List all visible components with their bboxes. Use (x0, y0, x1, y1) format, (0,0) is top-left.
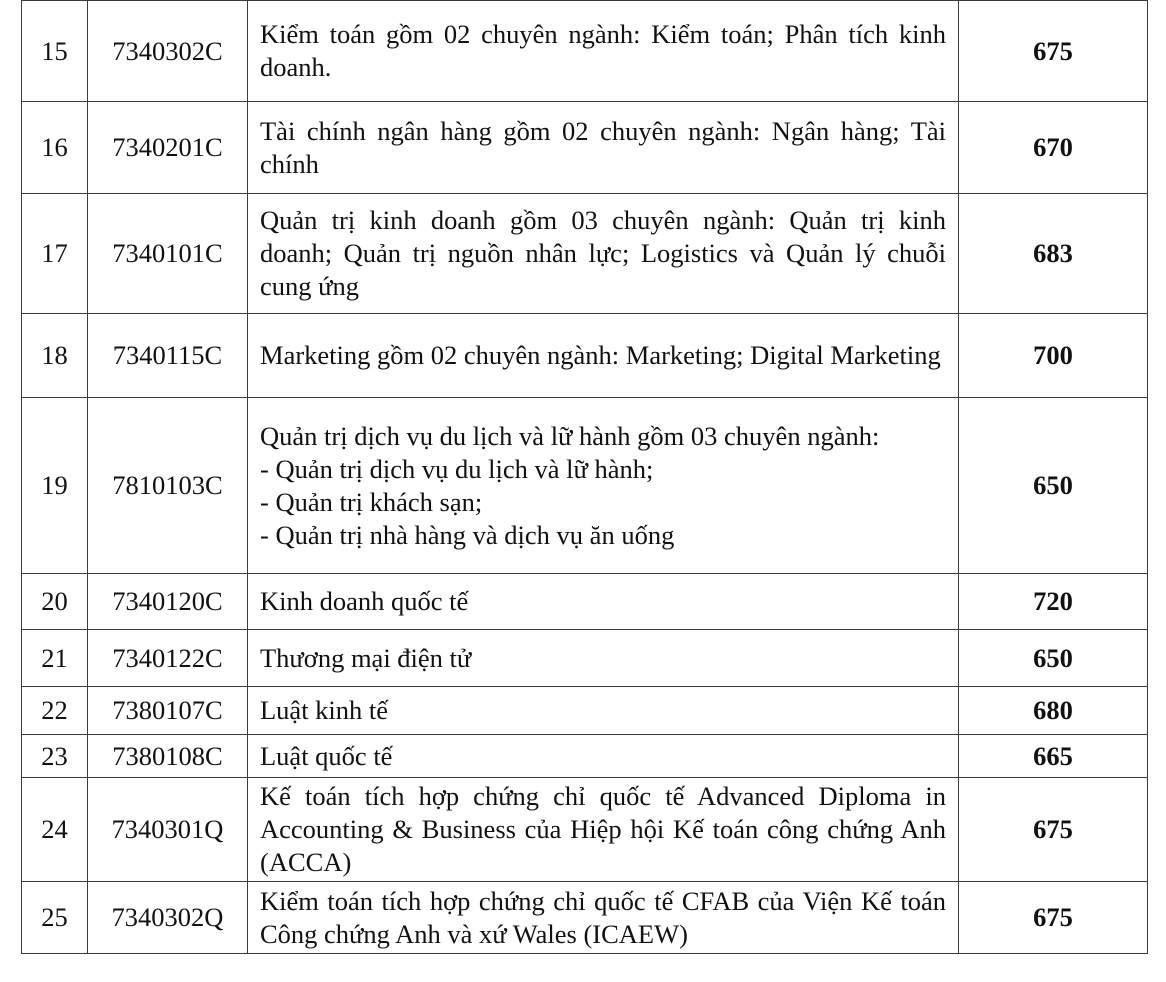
program-code: 7380107C (88, 687, 248, 735)
program-name-line: - Quản trị dịch vụ du lịch và lữ hành; (260, 453, 654, 484)
table-row (22, 1, 1148, 102)
row-number: 15 (22, 1, 88, 102)
row-number: 19 (22, 398, 88, 574)
minimum-score: 650 (959, 630, 1148, 687)
program-code: 7340101C (88, 194, 248, 314)
program-code: 7380108C (88, 735, 248, 778)
row-number: 24 (22, 778, 88, 882)
table-row (22, 778, 1148, 882)
table-row (22, 735, 1148, 778)
program-name-line: Quản trị dịch vụ du lịch và lữ hành gồm 03 chuyên ngành: (260, 420, 880, 451)
row-number: 25 (22, 882, 88, 954)
program-name-line: Kiểm toán tích hợp chứng chỉ quốc tế CFAB của Viện Kế toán Công chứng Anh và xứ Wales (ICAEW) (260, 885, 946, 949)
program-name-line: - Quản trị khách sạn; (260, 486, 483, 517)
program-name-line: Kế toán tích hợp chứng chỉ quốc tế Advanced Diploma in Accounting & Business của Hiệp hội Kế toán công chứng Anh (ACCA) (260, 781, 946, 877)
program-name (248, 1, 959, 102)
program-name (248, 102, 959, 194)
program-name (248, 630, 959, 687)
program-code: 7340201C (88, 102, 248, 194)
minimum-score: 683 (959, 194, 1148, 314)
minimum-score: 675 (959, 778, 1148, 882)
program-code: 7340302C (88, 1, 248, 102)
row-number: 21 (22, 630, 88, 687)
table-row (22, 314, 1148, 398)
row-number: 18 (22, 314, 88, 398)
program-name-line: Tài chính ngân hàng gồm 02 chuyên ngành: Ngân hàng; Tài chính (260, 115, 946, 179)
program-name-line: Thương mại điện tử (260, 642, 472, 673)
admission-score-table (21, 0, 1148, 954)
program-name (248, 778, 959, 882)
minimum-score: 700 (959, 314, 1148, 398)
table-row (22, 194, 1148, 314)
program-code: 7340120C (88, 574, 248, 630)
program-code: 7340301Q (88, 778, 248, 882)
program-code: 7340115C (88, 314, 248, 398)
minimum-score: 665 (959, 735, 1148, 778)
table-row (22, 102, 1148, 194)
program-name (248, 687, 959, 735)
program-name-line: Luật kinh tế (260, 695, 389, 725)
minimum-score: 680 (959, 687, 1148, 735)
program-name (248, 735, 959, 778)
program-name (248, 398, 959, 574)
program-code: 7340302Q (88, 882, 248, 954)
table-row (22, 882, 1148, 954)
table-row (22, 398, 1148, 574)
minimum-score: 720 (959, 574, 1148, 630)
program-name (248, 194, 959, 314)
row-number: 22 (22, 687, 88, 735)
program-name (248, 574, 959, 630)
table-row (22, 574, 1148, 630)
program-name-line: - Quản trị nhà hàng và dịch vụ ăn uống (260, 519, 675, 550)
program-name-line: Luật quốc tế (260, 740, 393, 771)
minimum-score: 650 (959, 398, 1148, 574)
program-name (248, 314, 959, 398)
row-number: 16 (22, 102, 88, 194)
program-code: 7810103C (88, 398, 248, 574)
program-name-line: Kiểm toán gồm 02 chuyên ngành: Kiểm toán; Phân tích kinh doanh. (260, 19, 946, 82)
program-code: 7340122C (88, 630, 248, 687)
program-name-line: Marketing gồm 02 chuyên ngành: Marketing; Digital Marketing (260, 340, 941, 370)
minimum-score: 670 (959, 102, 1148, 194)
row-number: 23 (22, 735, 88, 778)
program-name-line: Quản trị kinh doanh gồm 03 chuyên ngành: Quản trị kinh doanh; Quản trị nguồn nhân lực; Logistics và Quản lý chuỗi cung ứng (260, 205, 946, 301)
table-row (22, 687, 1148, 735)
row-number: 17 (22, 194, 88, 314)
minimum-score: 675 (959, 1, 1148, 102)
program-name-line: Kinh doanh quốc tế (260, 586, 469, 616)
row-number: 20 (22, 574, 88, 630)
minimum-score: 675 (959, 882, 1148, 954)
program-name (248, 882, 959, 954)
table-row (22, 630, 1148, 687)
